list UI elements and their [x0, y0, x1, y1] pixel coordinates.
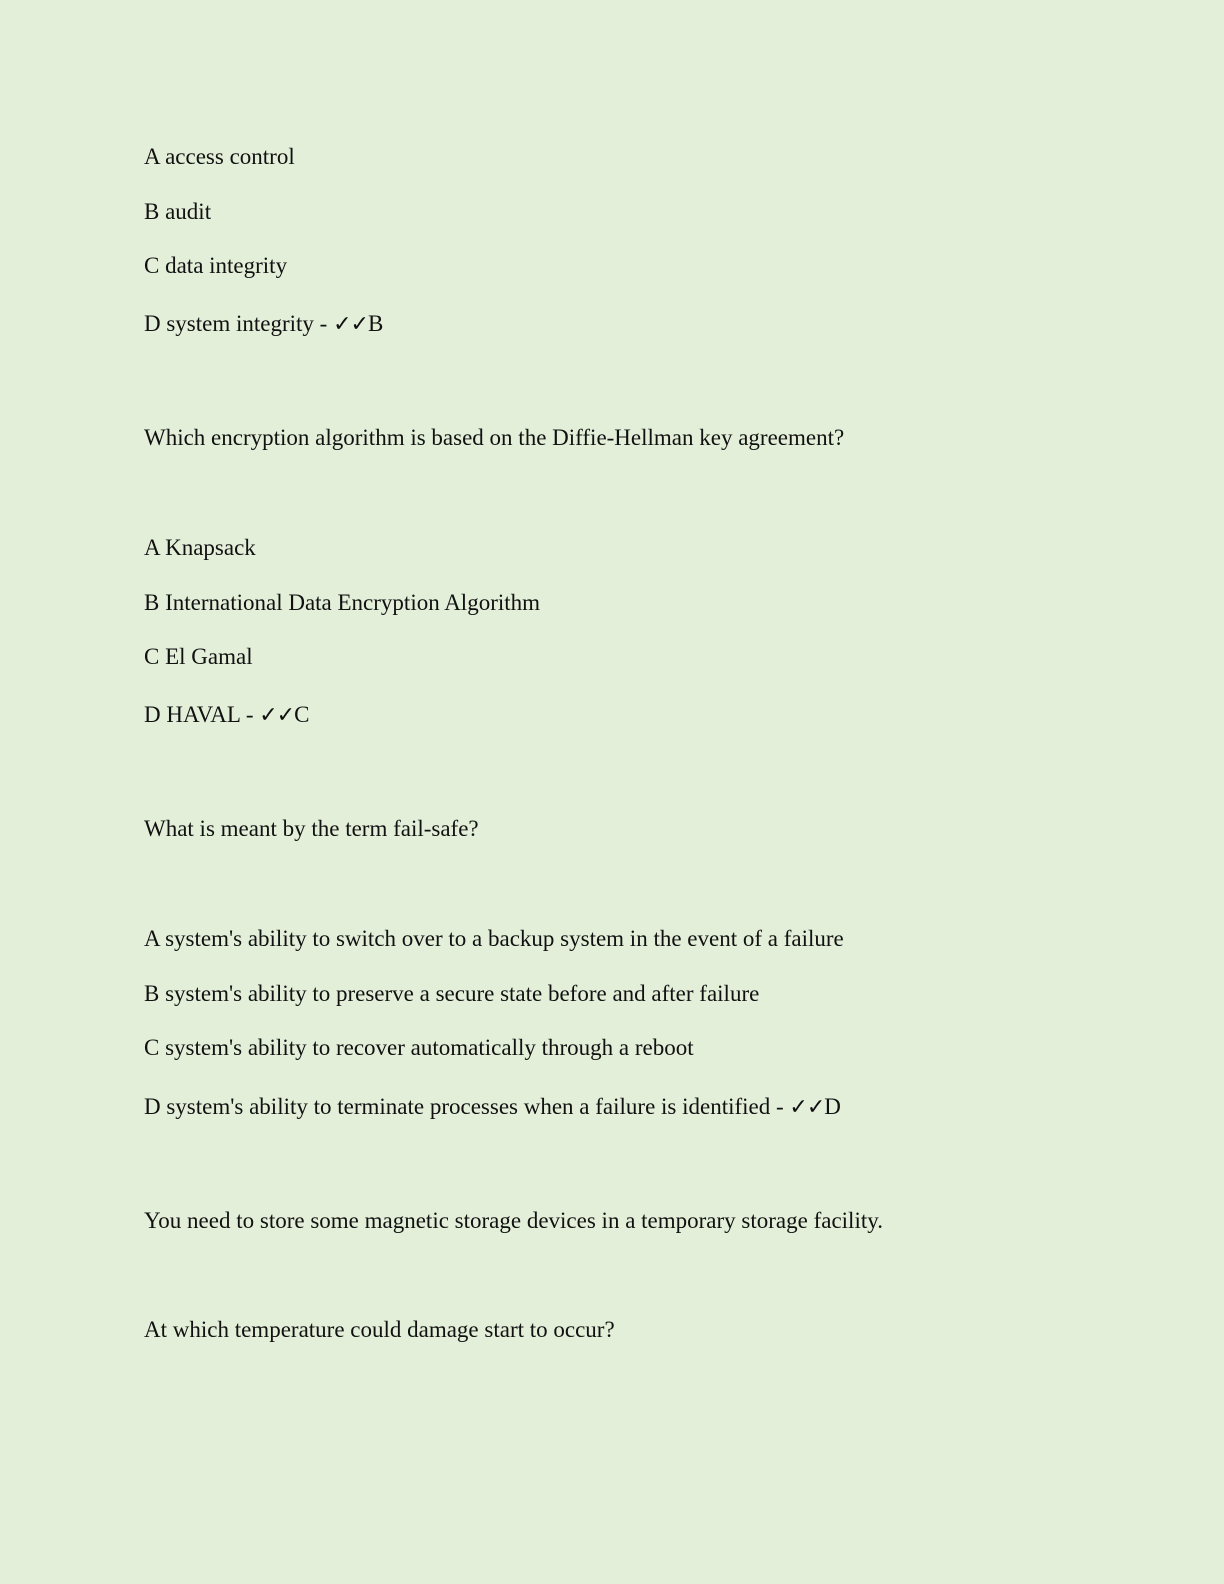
q3-question: What is meant by the term fail-safe? [144, 816, 479, 841]
check-icon: ✓✓ [259, 703, 295, 728]
q3-answer: D [824, 1094, 841, 1119]
q1-option-b: B audit [144, 199, 212, 224]
q2-option-d-text: D HAVAL - [144, 702, 260, 727]
q1-answer: B [367, 311, 384, 336]
q3-option-d-text: D system's ability to terminate processes when a failure is identified - [144, 1094, 790, 1119]
check-icon: ✓✓ [789, 1095, 825, 1120]
q1-option-a: A access control [144, 144, 295, 169]
q2-option-a: A Knapsack [144, 535, 256, 560]
q2-option-d [144, 701, 309, 730]
q3-option-d [144, 1093, 841, 1122]
q1-option-d-text: D system integrity - [144, 311, 334, 336]
q2-question: Which encryption algorithm is based on the Diffie-Hellman key agreement? [144, 425, 845, 450]
q3-option-a: A system's ability to switch over to a backup system in the event of a failure [144, 926, 844, 951]
q1-option-c: C data integrity [144, 253, 288, 278]
q4-question-line-2: At which temperature could damage start to occur? [144, 1317, 615, 1342]
q1-option-d [144, 310, 383, 339]
q2-option-b: B International Data Encryption Algorithm [144, 590, 541, 615]
q4-question-line-1: You need to store some magnetic storage devices in a temporary storage facility. [144, 1208, 883, 1233]
q2-option-c: C El Gamal [144, 644, 253, 669]
q2-answer: C [294, 702, 310, 727]
check-icon: ✓✓ [333, 312, 368, 337]
q3-option-b: B system's ability to preserve a secure state before and after failure [144, 981, 760, 1006]
q3-option-c: C system's ability to recover automatically through a reboot [144, 1035, 694, 1060]
